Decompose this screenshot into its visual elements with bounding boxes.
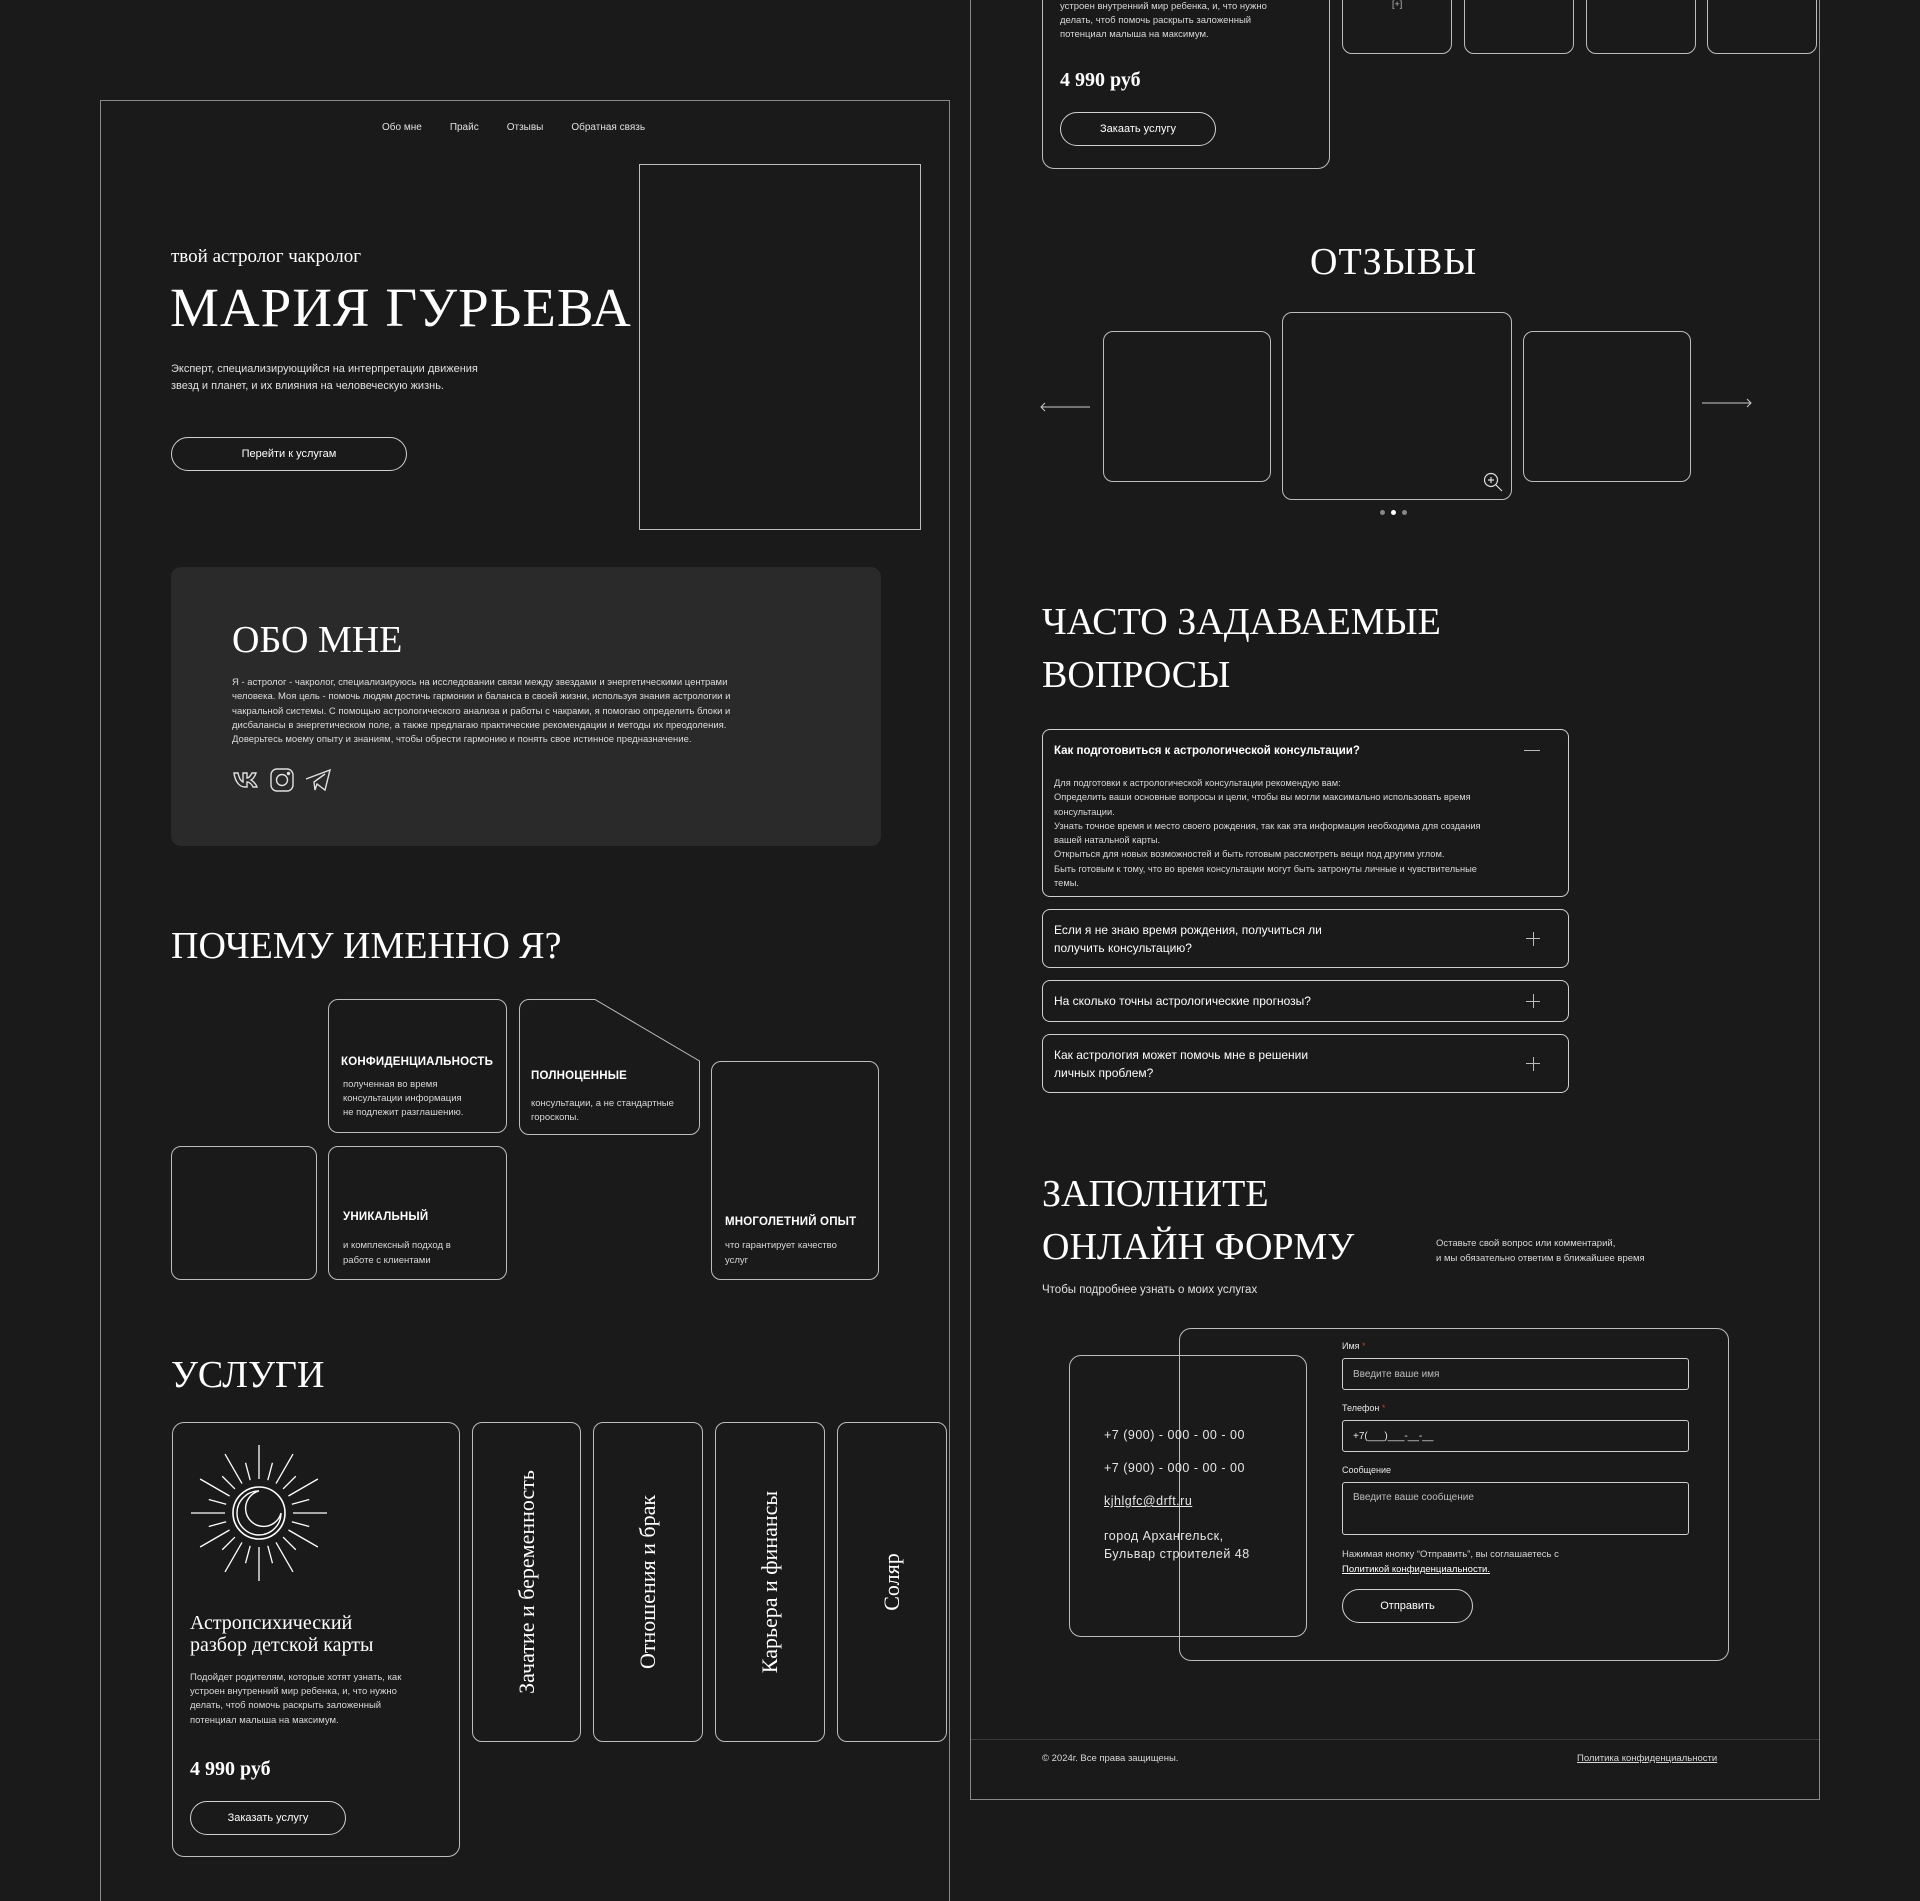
sun-ray [288, 1530, 317, 1547]
minus-icon[interactable] [1524, 750, 1540, 751]
sun-ray [283, 1537, 296, 1550]
top-tab-1[interactable] [1342, 0, 1452, 54]
contact-subtitle: Чтобы подробнее узнать о моих услугах [1042, 1284, 1258, 1296]
why-card-unique: УНИКАЛЬНЫЙ и комплексный подход в работе с клиентами [328, 1146, 507, 1280]
why-card-full: ПОЛНОЦЕННЫЕ консультации, а не стандартные гороскопы. [531, 1070, 674, 1123]
services-title: УСЛУГИ [171, 1354, 325, 1396]
contact-phone-1[interactable]: +7 (900) - 000 - 00 - 00 [1104, 1428, 1245, 1442]
footer-policy-link[interactable]: Политика конфиденциальности [1577, 1753, 1718, 1764]
about-title: ОБО МНЕ [232, 619, 403, 661]
footer-copyright: © 2024г. Все права защищены. [1042, 1753, 1179, 1764]
contact-info-card [1069, 1355, 1307, 1637]
service-tab-solar[interactable]: Соляр [837, 1422, 947, 1742]
name-input[interactable]: Введите ваше имя [1342, 1358, 1689, 1390]
sun-ray [268, 1546, 273, 1563]
hero-description: Эксперт, специализирующийся на интерпретации движения звезд и планет, и их влияния на человеческую жизнь. [171, 363, 478, 392]
review-card-right [1523, 331, 1691, 482]
nav-item-price[interactable]: Прайс [449, 122, 479, 133]
telegram-icon[interactable] [304, 767, 332, 793]
hero-title: МАРИЯ ГУРЬЕВА [170, 277, 632, 338]
nav-item-feedback[interactable]: Обратная связь [571, 122, 646, 133]
why-card-confidential: КОНФИДЕНЦИАЛЬНОСТЬ полученная во время консультации информация не подлежит разглашению. [328, 999, 507, 1133]
contact-address: город Архангельск, Бульвар строителей 48 [1104, 1529, 1250, 1561]
faq-title: ЧАСТО ЗАДАВАЕМЫЕ ВОПРОСЫ [1042, 601, 1441, 696]
contact-title: ЗАПОЛНИТЕ ОНЛАЙН ФОРМУ [1042, 1173, 1355, 1268]
pagination-dot[interactable] [1380, 510, 1385, 515]
social-links [232, 767, 332, 793]
why-card-empty [171, 1146, 317, 1280]
contact-note: Оставьте свой вопрос или комментарий, и мы обязательно ответим в ближайшее время [1436, 1238, 1645, 1264]
top-tab-1-glyph: [+] [1392, 0, 1403, 9]
about-text: Я - астролог - чакролог, специализируюсь на исследовании связи между звездами и энергетическими центрами человека. Моя цель - помочь людям достичь гармонии и баланса в своей жизни, используя знания астрологии и чакральной системы. С помощью астрологического анализа и работы с чакрами, я помогаю определить блоки и дисбалансы в энергетическом поле, а также предлагаю практические рекомендации и методы их преодоления. Доверьтесь моему опыту и знаниям, чтобы обрести гармонию и понять свое истинное предназначение. [232, 677, 731, 746]
faq-open-answer: Для подготовки к астрологической консультации рекомендую вам: Определить ваши основные вопросы и цели, чтобы вы могли максимально использовать время консультации. Узнать точное время и место своего рождения, так как эта информация необходима для создания вашей натальной карты. Открыться для новых возможностей и быть готовым рассмотреть вещи под другим углом. Быть готовым к тому, что во время консультации могут быть затронуты личные и чувствительные темы. [1054, 778, 1481, 889]
sun-ray [246, 1463, 251, 1480]
sun-ray [246, 1546, 251, 1563]
phone-label: Телефон * [1342, 1403, 1386, 1413]
why-title: ПОЧЕМУ ИМЕННО Я? [171, 925, 562, 967]
service-main-price: 4 990 руб [190, 1758, 271, 1780]
privacy-policy-link[interactable]: Политикой конфиденциальности. [1342, 1564, 1490, 1575]
service-tab-career[interactable]: Карьера и финансы [715, 1422, 825, 1742]
service-main-card [172, 1422, 460, 1857]
top-tab-4[interactable] [1707, 0, 1817, 54]
service-main-name: Астропсихический разбор детской карты [190, 1612, 374, 1656]
phone-input[interactable]: +7(___)___-__-__ [1342, 1420, 1689, 1452]
sun-ray [225, 1542, 242, 1571]
plus-icon[interactable] [1526, 994, 1540, 1008]
sun-ray [200, 1479, 229, 1496]
submit-button[interactable]: Отправить [1342, 1589, 1473, 1623]
sun-ray [276, 1454, 293, 1483]
why-card-experience: МНОГОЛЕТНИЙ ОПЫТ что гарантирует качество услуг [711, 1061, 879, 1280]
top-tab-3[interactable] [1586, 0, 1696, 54]
reviews-prev-arrow[interactable] [1040, 399, 1090, 409]
name-label: Имя * [1342, 1341, 1366, 1351]
service-main-desc: Подойдет родителям, которые хотят узнать, как устроен внутренний мир ребенка, и, что нужно делать, чтоб помочь раскрыть заложенный потенциал малыша на максимум. [190, 1672, 402, 1726]
faq-open-question: Как подготовиться к астрологической консультации? [1054, 745, 1360, 757]
sun-ray [283, 1476, 296, 1489]
zoom-in-icon[interactable] [1483, 472, 1503, 492]
nav-item-about[interactable]: Обо мне [382, 122, 422, 133]
top-nav [382, 122, 645, 133]
sun-ray [276, 1542, 293, 1571]
sun-ray [222, 1476, 235, 1489]
faq-item-birth-time[interactable]: Если я не знаю время рождения, получиться ли получить консультацию? [1042, 909, 1569, 968]
service-tab-conception[interactable]: Зачатие и беременность [472, 1422, 581, 1742]
pagination-dot-active[interactable] [1391, 510, 1396, 515]
review-card-center [1282, 312, 1512, 500]
top-service-order-button[interactable]: Закаать услугу [1060, 112, 1216, 146]
faq-item-accuracy[interactable]: На сколько точны астрологические прогнозы? [1042, 980, 1569, 1022]
plus-icon[interactable] [1526, 1057, 1540, 1071]
footer-divider [971, 1739, 1819, 1740]
instagram-icon[interactable] [269, 767, 295, 793]
sun-ray [288, 1479, 317, 1496]
plus-icon[interactable] [1526, 932, 1540, 946]
top-service-card: устроен внутренний мир ребенка, и, что нужно делать, чтоб помочь раскрыть заложенный потенциал малыша на максимум. 4 990 руб Закаать услугу [1042, 0, 1330, 169]
vk-icon[interactable] [232, 767, 260, 791]
hero-photo-placeholder [639, 164, 921, 530]
sun-ray [200, 1530, 229, 1547]
reviews-pagination [1380, 510, 1407, 515]
top-service-price: 4 990 руб [1060, 69, 1141, 91]
go-to-services-button[interactable]: Перейти к услугам [171, 437, 407, 471]
sun-ray [225, 1454, 242, 1483]
faq-item-personal-problems[interactable]: Как астрология может помочь мне в решении личных проблем? [1042, 1034, 1569, 1093]
contact-email[interactable]: kjhlgfc@drft.ru [1104, 1494, 1193, 1508]
sun-icon [189, 1443, 329, 1583]
sun-ray [292, 1522, 309, 1527]
faq-item-open[interactable] [1042, 729, 1569, 897]
contact-phone-2[interactable]: +7 (900) - 000 - 00 - 00 [1104, 1461, 1245, 1475]
message-label: Сообщение [1342, 1465, 1391, 1475]
hero-subtitle: твой астролог чакролог [171, 246, 361, 267]
reviews-next-arrow[interactable] [1702, 395, 1752, 405]
sun-ray [209, 1500, 226, 1505]
nav-item-reviews[interactable]: Отзывы [506, 122, 544, 133]
sun-ray [292, 1500, 309, 1505]
review-card-left [1103, 331, 1271, 482]
service-main-order-button[interactable]: Заказать услугу [190, 1801, 346, 1835]
service-tab-relationships[interactable]: Отношения и брак [593, 1422, 703, 1742]
message-textarea[interactable]: Введите ваше сообщение [1342, 1482, 1689, 1535]
reviews-title: ОТЗЫВЫ [1310, 241, 1478, 283]
consent-text: Нажимая кнопку “Отправить”, вы соглашаетесь с Политикой конфиденциальности. [1342, 1549, 1559, 1575]
top-tab-2[interactable] [1464, 0, 1574, 54]
sun-ray [209, 1522, 226, 1527]
pagination-dot[interactable] [1402, 510, 1407, 515]
sun-ray [268, 1463, 273, 1480]
sun-ray [222, 1537, 235, 1550]
